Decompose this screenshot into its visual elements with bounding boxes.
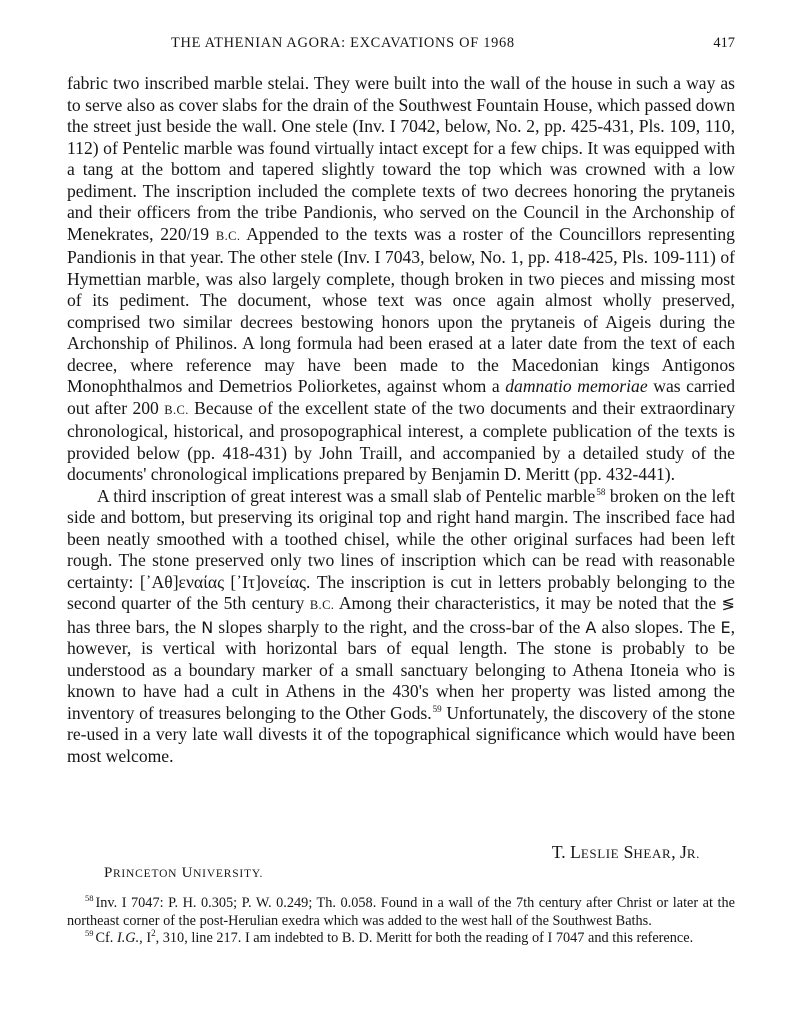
letter-form-sigma: ≶ <box>721 594 736 613</box>
paragraph-1 <box>67 73 735 486</box>
era-abbreviation: B.C. <box>215 228 241 243</box>
sig-part: T. L <box>551 842 581 862</box>
text-run: The inscription is cut in letters probably belonging to the second quarter of the 5th century <box>67 571 735 613</box>
footnote-ref-58[interactable]: 58 <box>596 486 606 497</box>
era-abbreviation: B.C. <box>309 598 335 612</box>
footnote-number: 59 <box>85 928 94 938</box>
text-run: also slopes. The <box>601 616 716 637</box>
letter-form-e: E <box>720 617 731 637</box>
footnote-number: 58 <box>85 893 94 903</box>
page-number: 417 <box>713 35 735 51</box>
text-run: , however, is vertical with horizontal bars of equal length. The stone is probably to be understood as a boundary marker of a small sanctuary belonging to Athena Itoneia who is known to have had a cult in Athens in the 430's when her property was listed among the inventory of treasures belonging to the Other Gods. <box>67 616 736 723</box>
text-run: Unfortunately, the discovery of the stone re-used in a very late wall divests it of the topographical significance which would have been most welcome. <box>67 702 736 766</box>
text-run: was carried out after 200 <box>67 376 735 418</box>
author-affiliation <box>104 865 263 882</box>
footnote-italic: I.G., <box>116 930 143 946</box>
text-run: fabric two inscribed marble stelai. They were built into the wall of the house in such a way as to serve also as cover slabs for the drain of the Southwest Fountain House, which passed down the street just beside the wall. One stele (Inv. I 7042, below, No. 2, pp. 425-431, Pls. 109, 110, 112) of Pentelic marble was found virtually intact except for a few chips. It was equipped with a tang at the bottom and tapered slightly toward the top which was crowned with a low pediment. The inscription included the complete texts of two decrees honoring the prytaneis and their officers from the tribe Pandionis, who served on the Council in the Archonship of Menekrates, 220/19 <box>67 73 735 244</box>
running-header <box>67 35 735 57</box>
footnote-59 <box>67 930 735 948</box>
aff-part: RINCETON <box>112 868 178 880</box>
footnotes <box>67 895 735 948</box>
footnote-text: , 310, line 217. I am indebted to B. D. Meritt for both the reading of I 7047 and this reference. <box>155 930 694 946</box>
text-run: Because of the excellent state of the two documents and their extraordinary chronological, historical, and prosopographical interest, a complete publication of the texts is provided below (pp. 418-431) by John Traill, and accompanied by a detailed study of the documents' chronological implications prepared by Benjamin D. Meritt (pp. 432-441). <box>67 397 735 484</box>
text-run: has three bars, the <box>67 616 197 637</box>
aff-part: U <box>177 865 194 881</box>
footnote-text: Inv. I 7047: P. H. 0.305; P. W. 0.249; Th. 0.058. Found in a wall of the 7th century after Christ or later at the northeast corner of the post-Herulian exedra which was added to the west hall of the Southwest Baths. <box>67 895 735 929</box>
article-body <box>67 73 735 767</box>
sig-part: S <box>619 842 634 862</box>
text-run: slopes sharply to the right, and the cross-bar of the <box>218 616 581 637</box>
sig-part: ESLIE <box>580 846 620 861</box>
footnote-ref-59[interactable]: 59 <box>432 703 442 714</box>
letter-form-a: A <box>585 617 597 637</box>
text-run: Among their characteristics, it may be noted that the <box>338 593 717 613</box>
era-abbreviation: B.C. <box>164 402 189 417</box>
sig-part: HEAR <box>633 846 672 861</box>
italic-phrase: damnatio memoriae <box>505 376 648 396</box>
letter-form-n: N <box>201 617 214 637</box>
paragraph-2 <box>67 486 735 768</box>
running-title: THE ATHENIAN AGORA: EXCAVATIONS OF 1968 <box>171 35 515 51</box>
text-run: A third inscription of great interest was a small slab of Pentelic marble <box>97 485 596 506</box>
footnote-text: Cf. <box>95 930 114 946</box>
aff-part: P <box>104 865 113 881</box>
sig-part: , J <box>671 842 687 862</box>
footnote-superscript: 2 <box>151 928 156 938</box>
text-run: Appended to the texts was a roster of the Councillors representing Pandionis in that year. The other stele (Inv. I 7043, below, No. 1, pp. 418-425, Pls. 109-111) of Hymettian marble, was also largely complete, though broken in two pieces and missing most of its pediment. The document, whose text was once again almost wholly preserved, comprised two similar decrees bestowing honors upon the prytaneis of Aigeis during the Archonship of Philinos. A long formula had been erased at a later date from the text of each decree, where reference may have been made to the Macedonian kings Antigonos Monophthalmos and Demetrios Poliorketes, against whom a <box>67 223 735 396</box>
footnote-text: I <box>146 930 152 946</box>
footnote-58 <box>67 895 735 930</box>
aff-part: NIVERSITY. <box>193 868 264 880</box>
text-run: broken on the left side and bottom, but preserving its original top and right hand margin. The inscribed face had been neatly smoothed with a toothed chisel, while the other original surfaces had been left rough. The stone preserved only two lines of inscription which can be read with reasonable certainty: <box>67 485 735 592</box>
sig-part: R. <box>686 846 700 861</box>
greek-inscription: [᾿Αθ]εναίας [᾿Ιτ]ονείας. <box>139 571 311 592</box>
author-signature <box>552 842 700 863</box>
